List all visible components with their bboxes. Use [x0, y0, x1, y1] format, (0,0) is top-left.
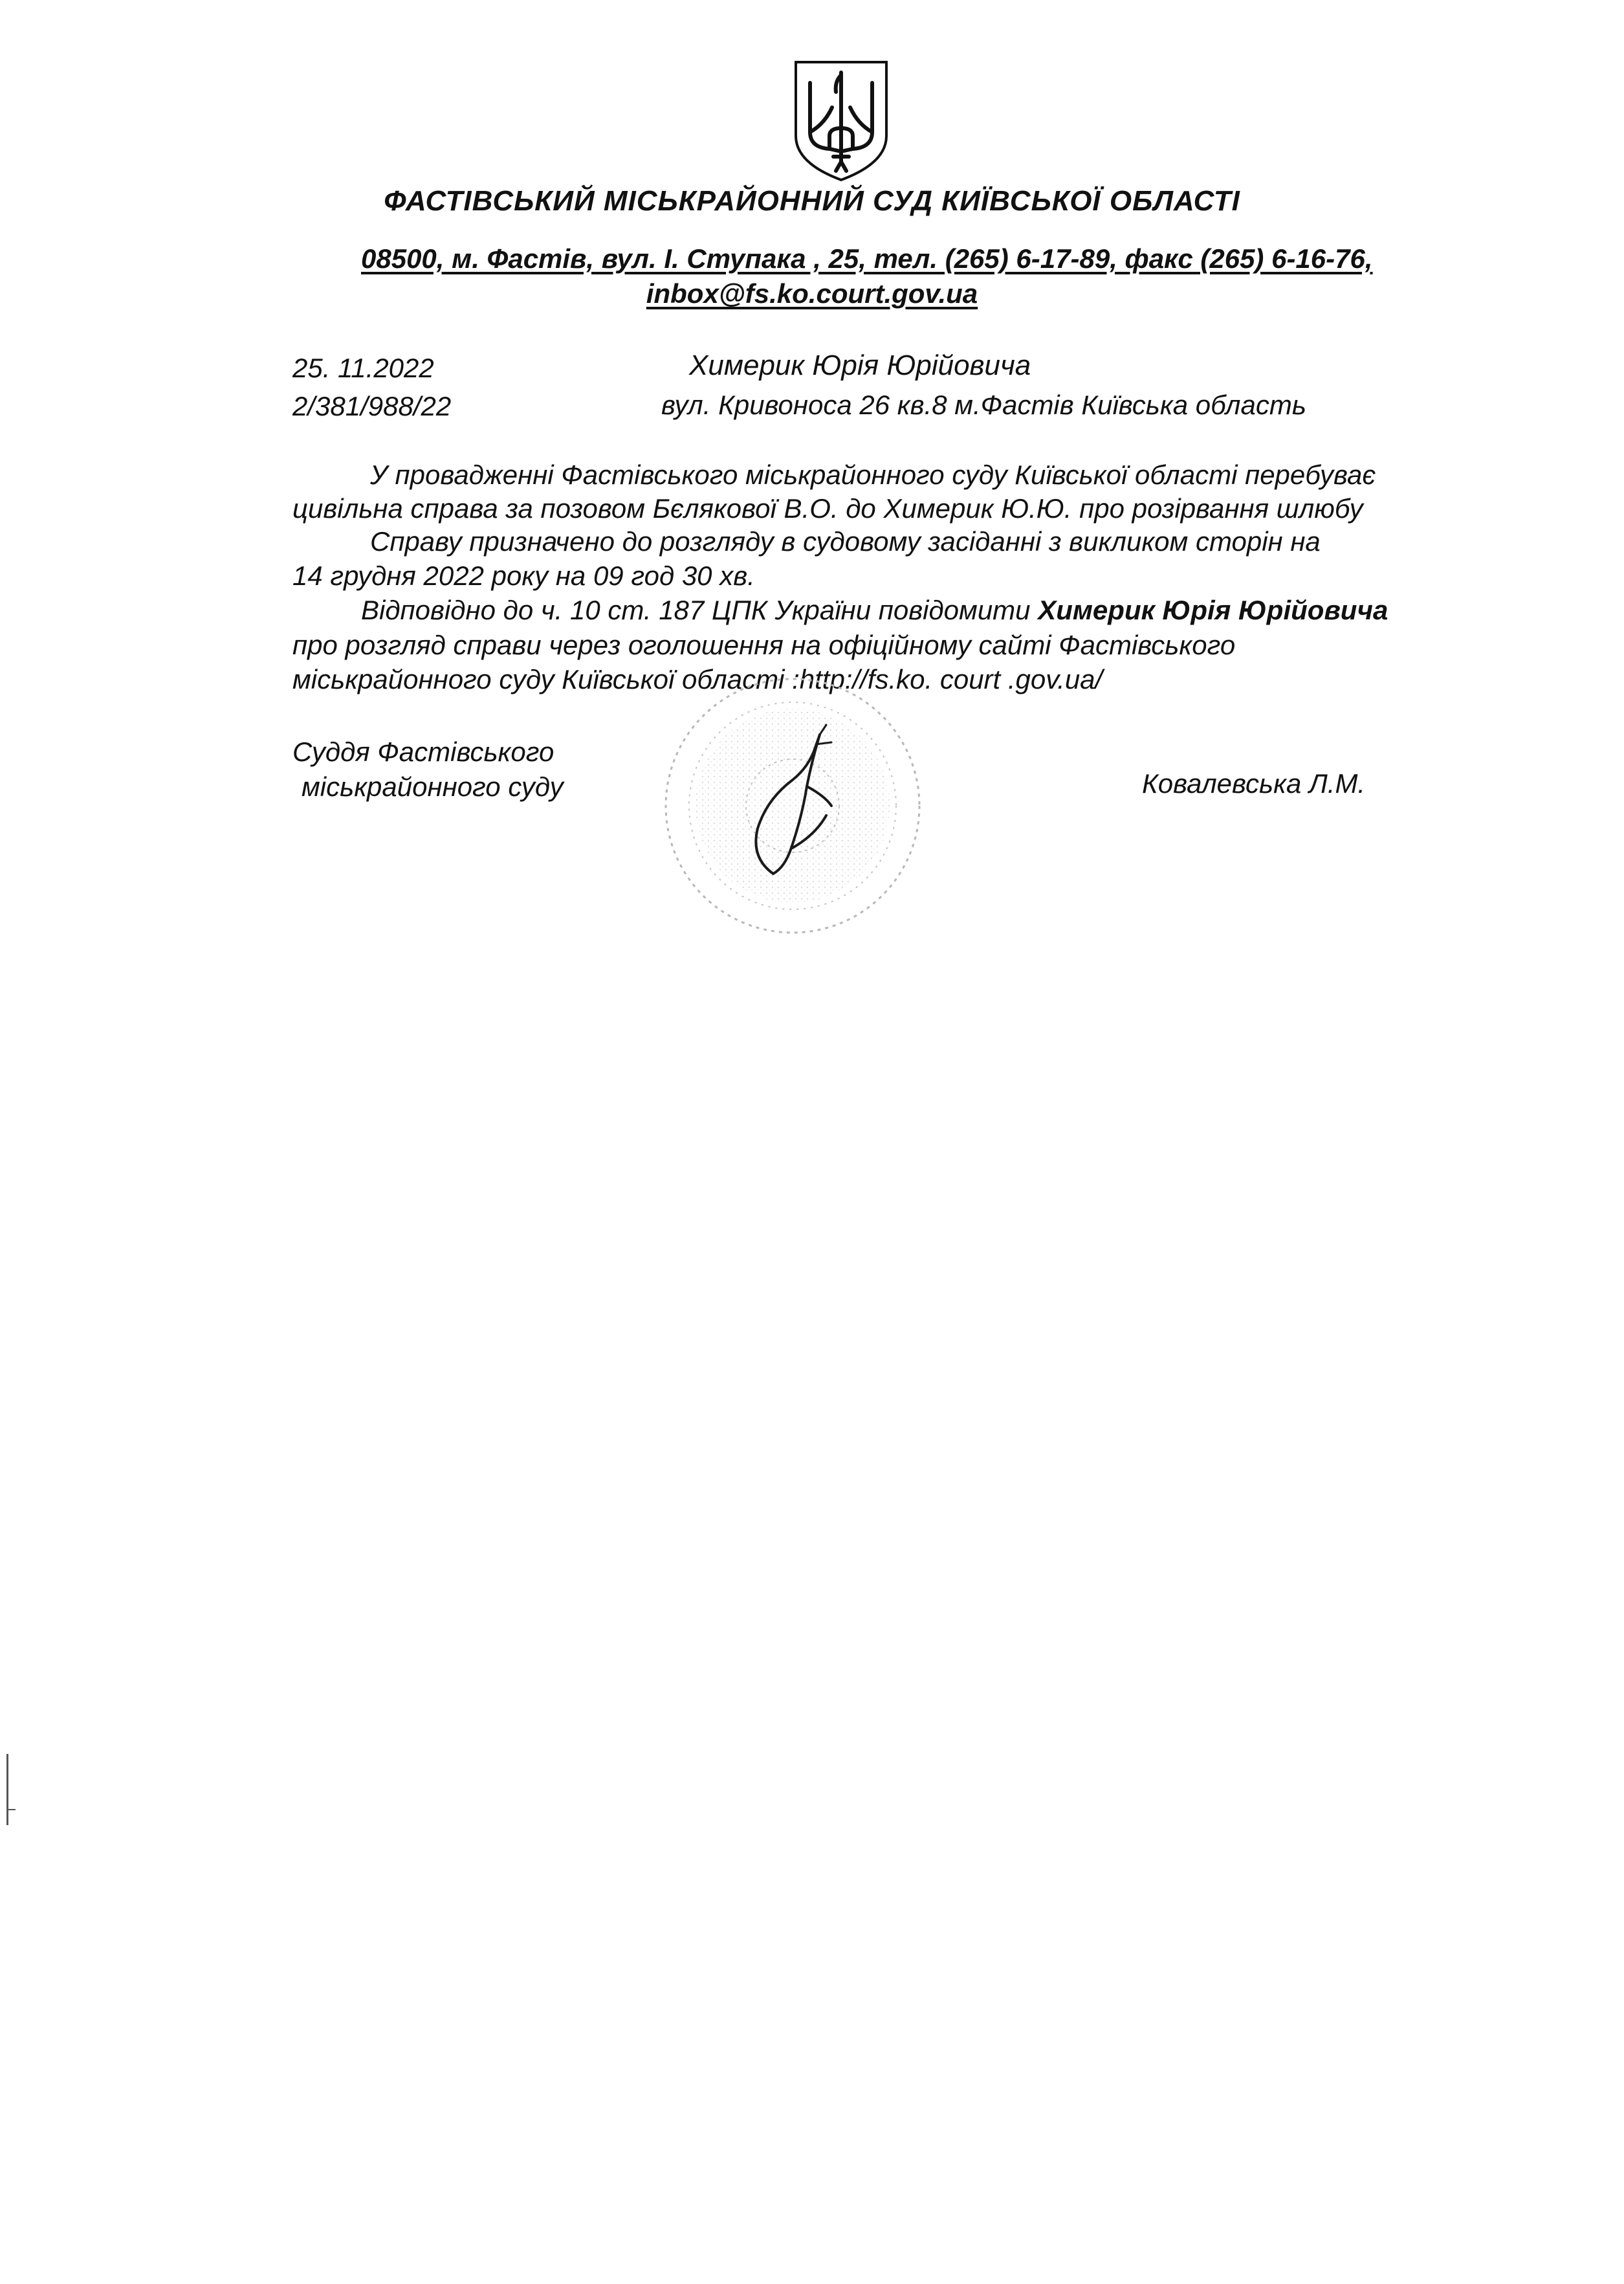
court-email: inbox@fs.ko.court.gov.ua — [646, 278, 978, 309]
recipient-name: Химерик Юрія Юрійовича — [689, 349, 1031, 381]
recipient-address: вул. Кривоноса 26 кв.8 м.Фастів Київська область — [661, 390, 1306, 420]
case-number: 2/381/988/22 — [292, 391, 452, 421]
body-line: про розгляд справи через оголошення на офіційному сайті Фастівського — [292, 630, 1236, 660]
court-name: ФАСТІВСЬКИЙ МІСЬКРАЙОННИЙ СУД КИЇВСЬКОЇ ОБЛАСТІ — [384, 185, 1240, 217]
judge-role-line: Суддя Фастівського — [292, 737, 554, 767]
court-address: 08500, м. Фастів, вул. І. Ступака , 25, тел. (265) 6-17-89, факс (265) 6-16-76, — [361, 243, 1373, 274]
court-seal-with-signature — [637, 670, 948, 942]
body-line — [361, 597, 1388, 624]
body-line: міськрайонного суду Київської області :http://fs.ko. court .gov.ua/ — [292, 664, 1103, 694]
recipient-name-bold: Химерик Юрія Юрійовича — [1038, 595, 1388, 625]
body-line: У провадженні Фастівського міськрайонного суду Київської області перебуває — [370, 460, 1376, 490]
document-date: 25. 11.2022 — [292, 353, 434, 383]
judge-role-line: міськрайонного суду — [302, 771, 564, 802]
body-line: 14 грудня 2022 року на 09 год 30 хв. — [292, 560, 755, 591]
body-line: цивільна справа за позовом Бєлякової В.О. до Химерик Ю.Ю. про розірвання шлюбу — [292, 493, 1363, 524]
scan-artifact — [6, 1754, 8, 1825]
scan-artifact — [8, 1809, 16, 1810]
body-line: Справу призначено до розгляду в судовому засіданні з викликом сторін на — [370, 526, 1321, 557]
judge-name: Ковалевська Л.М. — [1142, 768, 1366, 799]
trident-icon — [791, 60, 892, 183]
body-line-text: Відповідно до ч. 10 ст. 187 ЦПК України повідомити — [361, 595, 1038, 625]
